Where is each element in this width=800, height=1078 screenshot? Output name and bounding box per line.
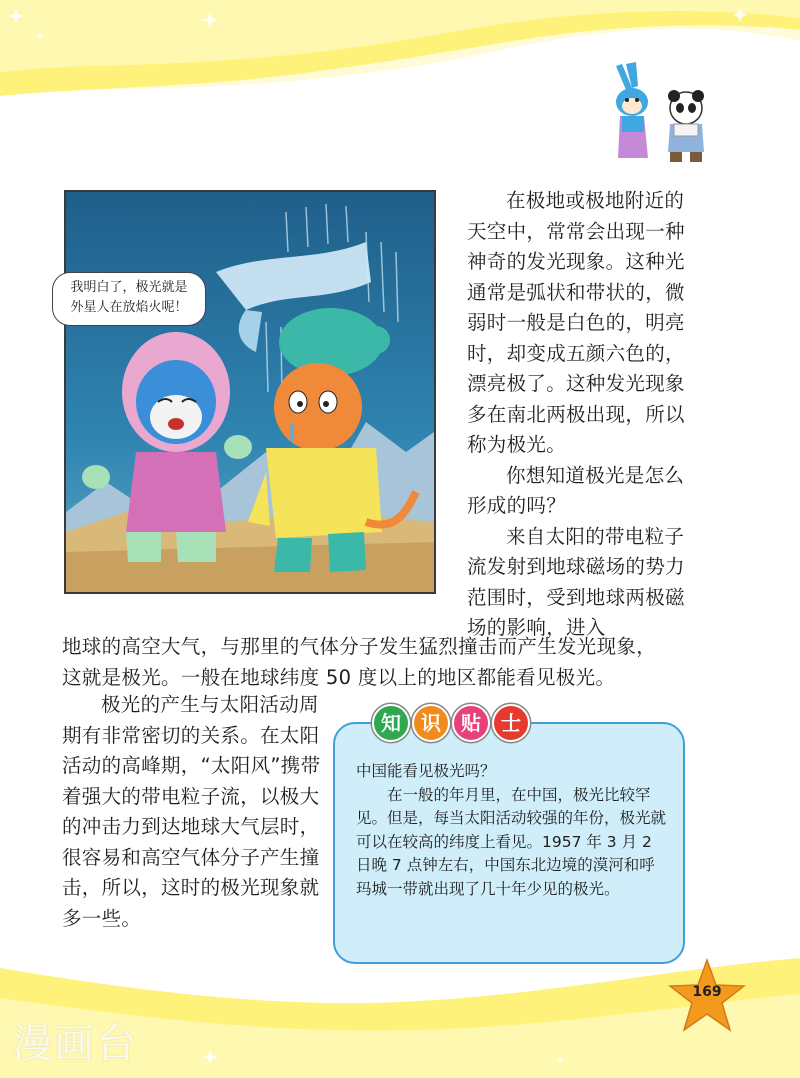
left-column-text — [62, 690, 334, 934]
tips-title-char-2: 识 — [412, 704, 450, 742]
watermark-logo: 漫画台 — [12, 1021, 138, 1067]
tips-title-char-3: 贴 — [452, 704, 490, 742]
speech-bubble-line-2: 外星人在放焰火呢！ — [70, 300, 188, 315]
knowledge-tips-title — [372, 704, 530, 740]
rabbit-and-panda-mascot — [596, 58, 726, 168]
speech-bubble-line-1: 我明白了，极光就是 — [70, 280, 188, 295]
paragraph-question: 你想知道极光是怎么形成的吗？ — [467, 463, 685, 517]
paragraph-solar-activity: 极光的产生与太阳活动周期有非常密切的关系。在太阳活动的高峰期，“太阳风”携带着强大的带电粒子流，以极大的冲击力到达地球大气层时，很容易和高空气体分子产生撞击，所以，这时的极光现象就多一些。 — [62, 693, 321, 930]
tips-question: 中国能看见极光吗？ — [356, 762, 496, 780]
aurora-comic-illustration — [66, 192, 434, 592]
tips-title-char-1: 知 — [372, 704, 410, 742]
paragraph-formation-start: 来自太阳的带电粒子流发射到地球磁场的势力范围时，受到地球两极磁场的影响，进入 — [467, 524, 685, 639]
speech-bubble — [52, 272, 206, 326]
right-column-text — [467, 186, 699, 644]
full-width-text — [62, 632, 712, 693]
tips-title-char-4: 士 — [492, 704, 530, 742]
tips-answer: 在一般的年月里，在中国，极光比较罕见。但是，每当太阳活动较强的年份，极光就可以在较高的纬度上看见。1957 年 3 月 2 日晚 7 点钟左右，中国东北边境的漠河和呼玛城一带就出现了几十年少见的极光。 — [356, 785, 667, 898]
knowledge-tips-content — [356, 760, 668, 901]
comic-panel — [64, 190, 436, 594]
formation-line-2: 这就是极光。一般在地球纬度 50 度以上的地区都能看见极光。 — [62, 665, 616, 689]
page-number: 169 — [692, 984, 722, 1000]
formation-line-1: 地球的高空大气，与那里的气体分子发生猛烈撞击而产生发光现象， — [62, 635, 657, 658]
paragraph-aurora-definition: 在极地或极地附近的天空中，常常会出现一种神奇的发光现象。这种光通常是弧状和带状的，微弱时一般是白色的，明亮时，却变成五颜六色的，漂亮极了。这种发光现象多在南北两极出现，所以称为极光。 — [467, 189, 685, 456]
